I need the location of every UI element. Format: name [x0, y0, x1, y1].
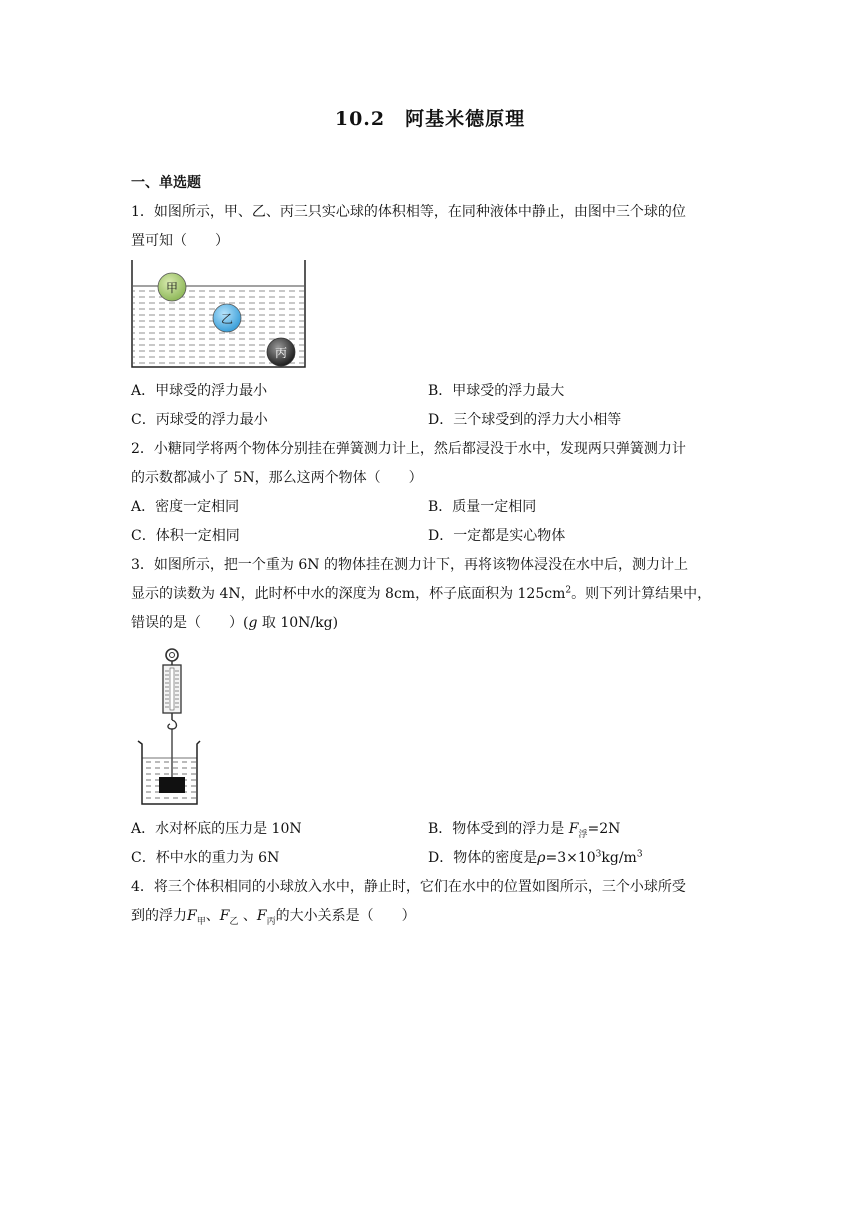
- q3-option-a: A．水对杯底的压力是 10N: [131, 821, 302, 837]
- page-title: 10.2 阿基米德原理: [334, 108, 526, 130]
- q1-line-2: 置可知（ ）: [131, 233, 229, 249]
- q1-option-c: C．丙球受的浮力最小: [131, 412, 268, 428]
- q3-option-b: B．物体受到的浮力是 $F_浮=2N$: [428, 821, 621, 840]
- q4-line-1: 4．将三个体积相同的小球放入水中，静止时，它们在水中的位置如图所示，三个小球所受: [131, 879, 686, 895]
- ball-jia-label: 甲: [165, 281, 179, 295]
- q3-line-3: 错误的是（ ）(g 取 10N/kg): [131, 615, 339, 631]
- q1-line-1: 1．如图所示，甲、乙、丙三只实心球的体积相等，在同种液体中静止，由图中三个球的位: [131, 204, 686, 220]
- scale-hook: [168, 720, 177, 729]
- q2-line-1: 2．小糖同学将两个物体分别挂在弹簧测力计上，然后都浸没于水中，发现两只弹簧测力计: [131, 441, 686, 457]
- q4-line-2: 到的浮力$F_甲$、$F_乙$ 、$F_丙$的大小关系是（ ）: [131, 908, 416, 927]
- q2-option-a: A．密度一定相同: [131, 499, 240, 515]
- submerged-block: [159, 777, 185, 793]
- q1-option-b: B．甲球受的浮力最大: [428, 383, 565, 399]
- ball-bing-label: 丙: [274, 346, 288, 360]
- q2-line-2: 的示数都减小了 5N，那么这两个物体（ ）: [131, 470, 423, 486]
- q2-option-c: C．体积一定相同: [131, 528, 240, 544]
- ball-yi-label: 乙: [220, 312, 234, 326]
- scale-ring: [166, 649, 178, 661]
- section-heading: 一、单选题: [131, 175, 201, 191]
- q1-figure-container: [128, 258, 310, 370]
- q3-line-2: 显示的读数为 4N，此时杯中水的深度为 8cm，杯子底面积为 $125cm^2$。则下列计算结果中，: [131, 585, 712, 602]
- q3-option-d: D．物体的密度是$\rho=3\times 10^3kg/m^3$: [428, 849, 643, 866]
- q3-line-1: 3．如图所示，把一个重为 6N 的物体挂在测力计下，再将该物体浸没在水中后，测力计上: [131, 557, 688, 573]
- q3-option-c: C．杯中水的重力为 6N: [131, 850, 280, 866]
- q1-option-d: D．三个球受到的浮力大小相等: [428, 412, 622, 428]
- q2-option-d: D．一定都是实心物体: [428, 528, 566, 544]
- q1-option-a: A．甲球受的浮力最小: [131, 383, 268, 399]
- q2-option-b: B．质量一定相同: [428, 499, 537, 515]
- q3-figure-spring-scale-beaker: [136, 645, 206, 810]
